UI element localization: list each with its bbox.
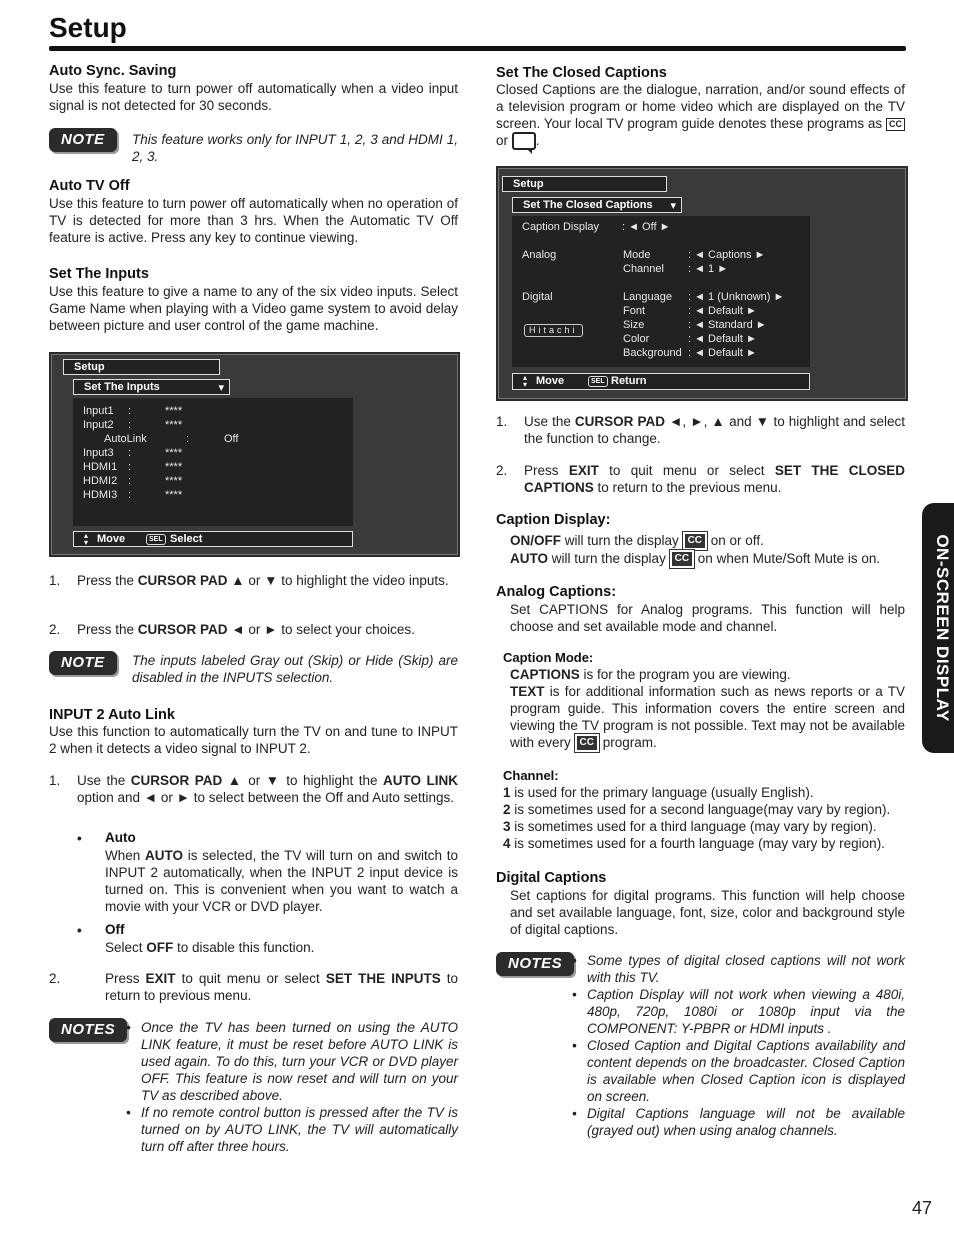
step-text: Press the CURSOR PAD ◄ or ► to select your choices.: [77, 622, 415, 637]
menu-footer: [73, 531, 353, 547]
auto-option-heading: Auto: [105, 830, 136, 845]
title-rule: [49, 46, 906, 51]
side-tab-label: ON-SCREEN DISPLAY: [933, 534, 952, 722]
caption-display-line2: AUTO will turn the display CC on when Mute/Soft Mute is on.: [510, 550, 905, 568]
analog-captions-heading: Analog Captions:: [496, 584, 617, 600]
channel-item: 2 is sometimes used for a second language(may vary by region).: [503, 802, 891, 817]
menu-body: [512, 216, 810, 367]
auto-sync-heading: Auto Sync. Saving: [49, 63, 177, 79]
color-value: : ◄ Default ►: [688, 333, 757, 345]
notes-item: • Some types of digital closed captions will not work with this TV.: [572, 953, 905, 985]
cc-icon: CC: [575, 734, 599, 752]
notes-list: [572, 952, 905, 1139]
page-number: 47: [912, 1198, 933, 1218]
footer-move-label: Move: [536, 375, 565, 387]
page-title: Setup: [49, 12, 127, 43]
sel-button-icon: SEL: [588, 376, 608, 387]
step-number: 1.: [49, 773, 61, 788]
note-text: The inputs labeled Gray out (Skip) or Hide (Skip) are disabled in the INPUTS selection.: [132, 653, 458, 685]
step-text: Press EXIT to quit menu or select SET THE CLOSED CAPTIONS to return to the previous menu.: [524, 463, 906, 495]
auto-option-text: When AUTO is selected, the TV will turn on and switch to INPUT 2 automatically, when the INPUT 2 input device is turned on. This is convenient when you want to watch a movie with your VCR or DVD player.: [105, 848, 458, 914]
footer-return-label: Return: [611, 375, 647, 387]
digital-label: Digital: [522, 291, 553, 303]
menu-body: [73, 398, 353, 526]
section-side-tab: [922, 503, 954, 753]
caption-display-heading: Caption Display:: [496, 512, 611, 528]
step-number: 1.: [496, 414, 508, 429]
digital-captions-body: Set captions for digital programs. This function will help choose and set available language, font, size, color and background style of digital captions.: [510, 888, 905, 937]
notes-item: • Closed Caption and Digital Captions availability and content depends on the broadcaster. Closed Caption is available when Closed Caption icon is displayed on screen.: [572, 1038, 905, 1104]
notes-list: [126, 1019, 458, 1155]
sel-button-icon: SEL: [146, 534, 166, 545]
bullet: •: [77, 923, 82, 938]
step-text: Use the CURSOR PAD ◄, ►, ▲ and ▼ to highlight and select the function to change.: [524, 414, 905, 446]
off-option-heading: Off: [105, 922, 125, 937]
notes-badge: NOTES: [496, 952, 574, 976]
background-value: : ◄ Default ►: [688, 347, 757, 359]
menu-row-hdmi1: HDMI1 : ****: [83, 461, 183, 473]
language-value: : ◄ 1 (Unknown) ►: [688, 291, 785, 303]
menu-submenu-label: Set The Closed Captions: [523, 199, 653, 211]
channel-item: 1 is used for the primary language (usually English).: [503, 785, 814, 800]
notes-item: • Caption Display will not work when viewing a 480i, 480p, 720p, 1080i or 1080p input via the COMPONENT: Y-PBPR or HDMI inputs .: [572, 987, 905, 1036]
menu-row-input2: Input2 : ****: [83, 419, 183, 431]
step-text: Press the CURSOR PAD ▲ or ▼ to highlight the video inputs.: [77, 573, 449, 588]
channel-list: [503, 784, 905, 852]
step-text: Use the CURSOR PAD ▲ or ▼ to highlight the AUTO LINK option and ◄ or ► to select between the Off and Auto settings.: [77, 773, 459, 805]
closed-captions-menu-screen: [496, 166, 908, 401]
footer-move-label: Move: [97, 533, 126, 545]
notes-item: • If no remote control button is pressed after the TV is turned on by AUTO LINK, the TV will automatically turn off after three hours.: [126, 1105, 458, 1154]
step-number: 2.: [49, 971, 61, 986]
menu-footer: [512, 373, 810, 390]
footer-select-label: Select: [170, 533, 203, 545]
channel-item: 3 is sometimes used for a third language (may vary by region).: [503, 819, 877, 834]
channel-label: Channel: [623, 263, 664, 275]
font-value: : ◄ Default ►: [688, 305, 757, 317]
closed-captions-heading: Set The Closed Captions: [496, 65, 667, 81]
menu-submenu-set-inputs: [73, 379, 230, 395]
caption-mode-text: CAPTIONS is for the program you are viewing. TEXT is for additional information such as news reports or a TV program guide. This information covers the entire screen and viewing the TV program is not possible. Text may not be available with every CC program.: [510, 666, 905, 752]
mode-label: Mode: [623, 249, 651, 261]
menu-row-hdmi3: HDMI3 : ****: [83, 489, 183, 501]
speech-bubble-icon: [512, 132, 536, 150]
bullet: •: [77, 831, 82, 846]
analog-captions-body: Set CAPTIONS for Analog programs. This function will help choose and set available mode and channel.: [510, 602, 905, 634]
channel-value: : ◄ 1 ►: [688, 263, 729, 275]
note-text: This feature works only for INPUT 1, 2, 3 and HDMI 1, 2, 3.: [132, 132, 458, 164]
set-inputs-heading: Set The Inputs: [49, 266, 149, 282]
menu-row-autolink: AutoLink : Off: [104, 433, 239, 445]
step-number: 2.: [49, 622, 61, 637]
menu-row-input3: Input3 : ****: [83, 447, 183, 459]
caption-mode-heading: Caption Mode:: [503, 650, 594, 665]
menu-row-input1: Input1 : ****: [83, 405, 183, 417]
menu-setup-header: Setup: [63, 359, 220, 375]
caption-display-value: : ◄ Off ►: [622, 221, 671, 233]
background-label: Background: [623, 347, 682, 359]
step-number: 1.: [49, 573, 61, 588]
mode-value: : ◄ Captions ►: [688, 249, 766, 261]
caption-display-line1: ON/OFF will turn the display CC on or off.: [510, 532, 905, 550]
note-badge: NOTE: [49, 128, 117, 152]
channel-heading: Channel:: [503, 768, 559, 783]
font-label: Font: [623, 305, 646, 317]
notes-badge: NOTES: [49, 1018, 127, 1042]
chevron-down-icon: ▾: [670, 200, 676, 212]
analog-label: Analog: [522, 249, 557, 261]
step-text: Press EXIT to quit menu or select SET THE INPUTS to return to previous menu.: [105, 971, 458, 1003]
language-label: Language: [623, 291, 672, 303]
cc-icon: CC: [886, 118, 905, 131]
off-option-text: Select OFF to disable this function.: [105, 940, 315, 955]
channel-item: 4 is sometimes used for a fourth language (may vary by region).: [503, 836, 885, 851]
up-down-arrows-icon: ▴ ▾: [523, 373, 528, 389]
step-number: 2.: [496, 463, 508, 478]
chevron-down-icon: ▾: [218, 382, 224, 394]
set-inputs-menu-screen: [49, 352, 460, 557]
menu-row-hdmi2: HDMI2 : ****: [83, 475, 183, 487]
menu-submenu-label: Set The Inputs: [84, 381, 160, 393]
color-label: Color: [623, 333, 650, 345]
input2-body: Use this function to automatically turn the TV on and tune to INPUT 2 when it detects a video signal to INPUT 2.: [49, 724, 458, 756]
up-down-arrows-icon: ▴ ▾: [84, 531, 89, 547]
auto-tv-off-body: Use this feature to turn power off automatically when no operation of TV is detected for more than 3 hrs. When the Automatic TV Off feature is active. Press any key to continue viewing.: [49, 196, 458, 245]
closed-captions-body: Closed Captions are the dialogue, narration, and/or sound effects of a television program or home video which are displayed on the TV screen. Your local TV program guide denotes these programs as CC or .: [496, 81, 905, 150]
notes-item: • Digital Captions language will not be available (grayed out) when using analog channels.: [572, 1106, 905, 1138]
cc-icon: CC: [670, 550, 694, 568]
hitachi-logo: Hitachi: [524, 324, 583, 337]
note-badge: NOTE: [49, 651, 117, 675]
auto-sync-body: Use this feature to turn power off automatically when a video input signal is not detected for 30 seconds.: [49, 81, 458, 113]
cc-icon: CC: [683, 532, 707, 550]
digital-captions-heading: Digital Captions: [496, 870, 607, 886]
input2-heading: INPUT 2 Auto Link: [49, 707, 175, 723]
caption-display-label: Caption Display: [522, 221, 600, 233]
notes-item: • Once the TV has been turned on using the AUTO LINK feature, it must be reset before AUTO LINK is used again. To do this, turn your VCR or DVD player OFF. This feature is now reset and will turn on your TV as described above.: [126, 1020, 458, 1103]
size-value: : ◄ Standard ►: [688, 319, 767, 331]
size-label: Size: [623, 319, 645, 331]
menu-setup-header: Setup: [502, 176, 667, 192]
menu-submenu-set-cc: [512, 197, 682, 213]
auto-tv-off-heading: Auto TV Off: [49, 178, 130, 194]
set-inputs-body: Use this feature to give a name to any of the six video inputs. Select Game Name when playing with a Video game system to avoid delay between picture and user control of the game machine.: [49, 284, 458, 333]
